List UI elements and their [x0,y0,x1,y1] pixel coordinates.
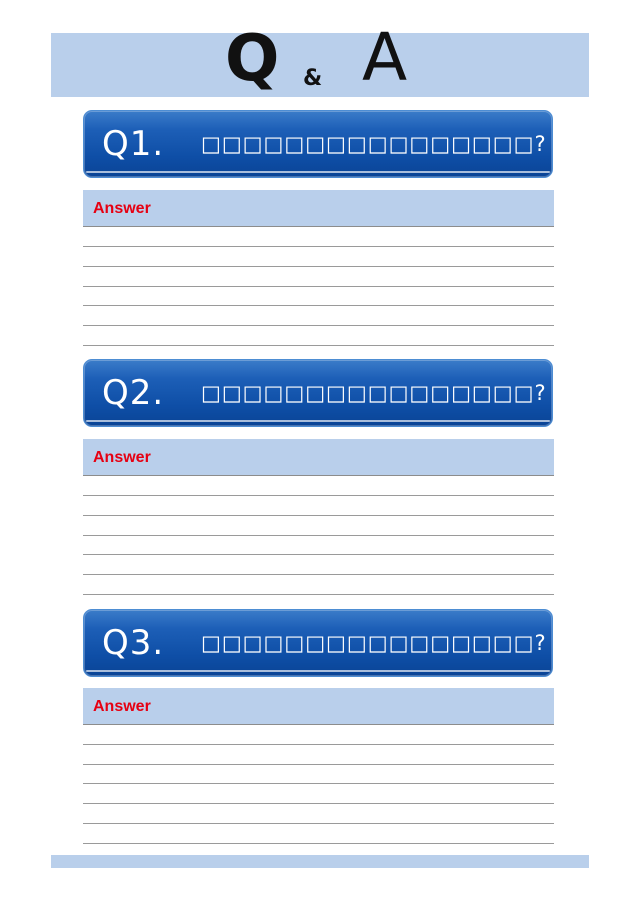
answer-line [83,305,554,306]
title-ampersand: & [303,66,323,91]
question-1-box [83,110,553,178]
title-q: Q [225,22,280,96]
answer-line [83,783,554,784]
answer-3-header [83,688,554,725]
question-3-label: Q3. [102,623,165,663]
question-2-label: Q2. [102,373,165,413]
answer-line [83,823,554,824]
answer-2-header [83,439,554,476]
answer-line [83,594,554,595]
footer-band [51,855,589,868]
answer-line [83,803,554,804]
answer-line [83,495,554,496]
header-band [51,19,589,97]
question-3-box [83,609,553,677]
answer-2-label: Answer [93,449,151,466]
question-2-text: □□□□□□□□□□□□□□□□? [201,381,547,405]
answer-line [83,574,554,575]
answer-line [83,515,554,516]
title-a: A [362,19,408,96]
answer-1-label: Answer [93,200,151,217]
answer-line [83,843,554,844]
question-3-text: □□□□□□□□□□□□□□□□? [201,631,547,655]
answer-3-label: Answer [93,698,151,715]
answer-line [83,286,554,287]
answer-line [83,535,554,536]
answer-line [83,325,554,326]
page-title [51,19,589,97]
answer-line [83,764,554,765]
answer-line [83,554,554,555]
question-1-label: Q1. [102,124,165,164]
question-2-box [83,359,553,427]
answer-line [83,345,554,346]
answer-line [83,246,554,247]
question-1-text: □□□□□□□□□□□□□□□□? [201,132,547,156]
answer-line [83,744,554,745]
answer-line [83,266,554,267]
answer-1-header [83,190,554,227]
